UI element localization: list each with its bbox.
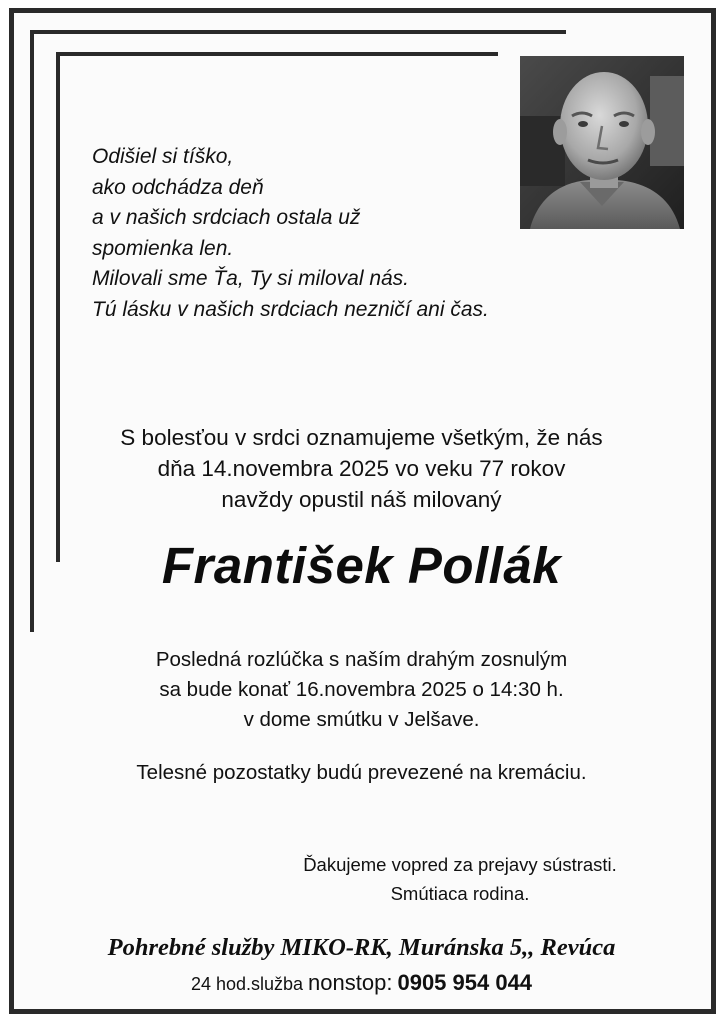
family-signature: Smútiaca rodina. <box>390 883 530 904</box>
announcement-line: S bolesťou v srdci oznamujeme všetkým, že nás <box>120 425 603 450</box>
poem-line: Odišiel si tíško, <box>92 145 234 168</box>
funeral-agency-name: Pohrebné služby MIKO-RK, Muránska 5,, Revúca <box>107 934 616 961</box>
farewell-line: sa bude konať 16.novembra 2025 o 14:30 h. <box>159 678 564 701</box>
decorative-line-top-outer <box>30 30 566 34</box>
poem-line: Milovali sme Ťa, Ty si miloval nás. <box>92 267 410 290</box>
poem-line: ako odchádza deň <box>92 175 264 199</box>
remains-note: Telesné pozostatky budú prevezené na kremáciu. <box>136 761 587 784</box>
announcement-line: dňa 14.novembra 2025 vo veku 77 rokov <box>157 456 566 481</box>
service-prefix: 24 hod.služba <box>190 974 304 994</box>
memorial-poem <box>92 142 512 325</box>
poem-line: spomienka len. <box>92 236 234 260</box>
farewell-info <box>0 645 723 735</box>
portrait-illustration <box>520 56 684 229</box>
agency-contact <box>0 970 723 996</box>
agency-phone: 0905 954 044 <box>397 970 533 995</box>
service-nonstop: nonstop: <box>308 970 393 995</box>
decorative-line-top-inner <box>56 52 498 56</box>
farewell-line: v dome smútku v Jelšave. <box>243 708 480 731</box>
farewell-line: Posledná rozlúčka s naším drahým zosnulým <box>155 648 568 671</box>
poem-line: a v našich srdciach ostala už <box>92 206 361 229</box>
portrait-photo <box>520 56 684 229</box>
poem-line: Tú lásku v našich srdciach nezničí ani čas. <box>92 297 489 321</box>
announcement-line: navždy opustil náš milovaný <box>221 487 502 512</box>
death-announcement <box>0 422 723 515</box>
thanks-line: Ďakujeme vopred za prejavy sústrasti. <box>303 854 617 875</box>
deceased-name: František Pollák <box>161 537 562 594</box>
thanks-block <box>270 850 650 908</box>
